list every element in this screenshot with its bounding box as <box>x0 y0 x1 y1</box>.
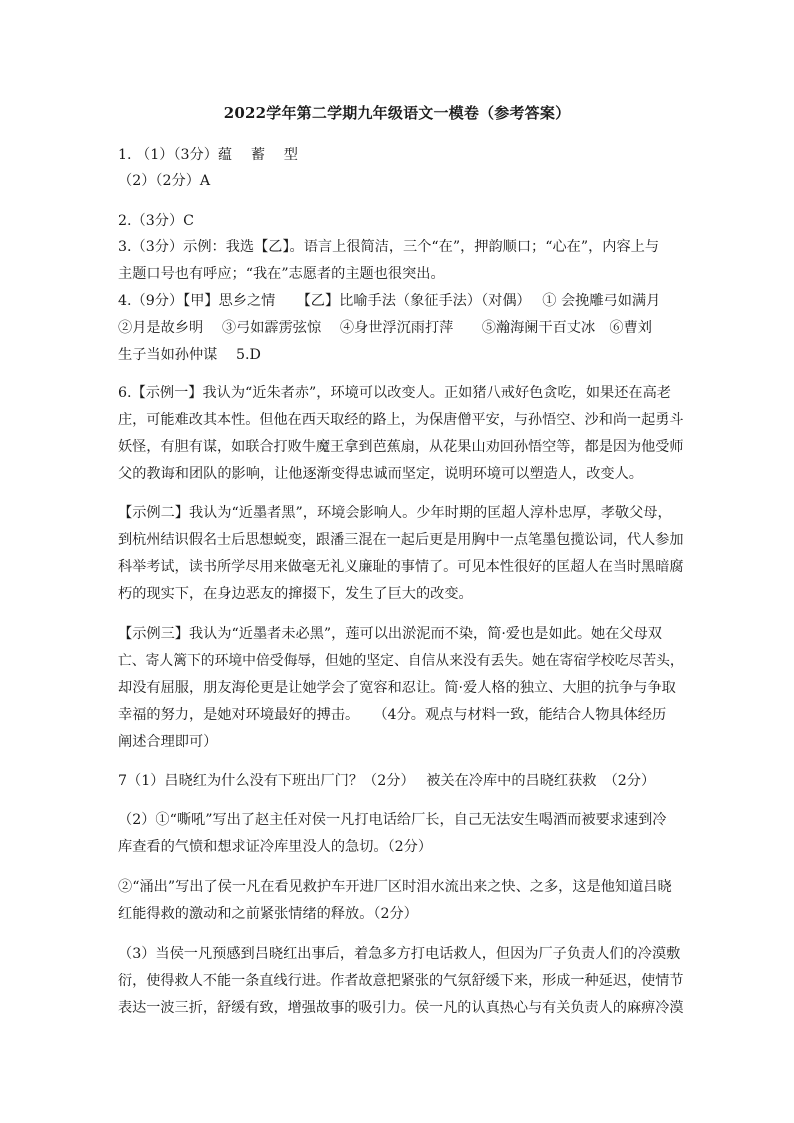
q6-example3-line: 幸福的努力，是她对环境最好的搏击。 （4分。观点与材料一致，能结合人物具体经历 <box>118 707 667 723</box>
q6-example2-line: 科举考试，读书所学尽用来做毫无礼义廉耻的事情了。可见本性很好的匡超人在当时黑暗腐 <box>118 559 684 575</box>
q7-part3-line: 衍，使得救人不能一条直线行进。作者故意把紧张的气氛舒缓下来，形成一种延迟，使情节 <box>118 973 684 989</box>
q6-example1-line: 妖怪，有胆有谋，如联合打败牛魔王拿到芭蕉扇，从花果山劝回孙悟空等，都是因为他受师 <box>118 439 684 455</box>
q6-example2-line: 到杭州结识假名士后思想蜕变，跟潘三混在一起后更是用胸中一点笔墨包揽讼词，代人参加 <box>118 532 684 548</box>
q6-example2-line: 【示例二】我认为“近墨者黑”，环境会影响人。少年时期的匡超人淳朴忠厚，孝敬父母， <box>118 505 672 521</box>
document-title: 2022学年第二学期九年级语文一模卷（参考答案） <box>223 104 571 122</box>
q1-part2: （2）（2分）A <box>118 173 211 189</box>
q6-example3-line: 阐述合理即可） <box>118 734 218 750</box>
q3-line-2: 主题口号也有呼应；“我在”志愿者的主题也很突出。 <box>118 266 445 282</box>
q7-part3-line: 表达一波三折，舒缓有致，增强故事的吸引力。侯一凡的认真热心与有关负责人的麻痹冷漠 <box>118 1000 684 1016</box>
q6-example3-line: 亡、寄人篱下的环境中倍受侮辱，但她的坚定、自信从来没有丢失。她在寄宿学校吃尽苦头， <box>118 653 684 669</box>
q6-example1-line: 父的教诲和团队的影响，让他逐渐变得忠诚而坚定，说明环境可以塑造人，改变人。 <box>118 466 643 482</box>
q3-line-1: 3.（3分）示例：我选【乙】。语言上很简洁，三个“在”，押韵顺口；“心在”，内容上与 <box>118 239 660 255</box>
q4-line-1: 4.（9分）【甲】思乡之情 【乙】比喻手法（象征手法）（对偶） ① 会挽雕弓如满月 <box>118 293 661 309</box>
q7-part2-line: （2）①“嘶吼”写出了赵主任对侯一凡打电话给厂长，自己无法安生喝酒而被要求速到冷 <box>118 812 667 828</box>
q7-part3-line: （3）当侯一凡预感到吕晓红出事后，着急多方打电话救人，但因为厂子负责人们的冷漠敷 <box>118 946 681 962</box>
q6-example2-line: 朽的现实下，在身边恶友的撺掇下，发生了巨大的改变。 <box>118 586 473 602</box>
q7-part2b-line: ②“涌出”写出了侯一凡在看见救护车开进厂区时泪水流出来之快、之多，这是他知道吕晓 <box>118 879 672 895</box>
q4-line-2: ②月是故乡明 ③弓如霹雳弦惊 ④身世浮沉雨打萍 ⑤瀚海阑干百丈冰 ⑥曹刘 <box>118 320 652 336</box>
q6-example1-line: 庄，可能难改其本性。但他在西天取经的路上，为保唐僧平安，与孙悟空、沙和尚一起勇斗 <box>118 412 684 428</box>
q7-part2b-line: 红能得救的激动和之前紧张情绪的释放。（2分） <box>118 906 418 922</box>
q6-example3-line: 【示例三】我认为“近墨者未必黑”，莲可以出淤泥而不染，简·爱也是如此。她在父母双 <box>118 626 662 642</box>
q7-part1: 7（1）吕晓红为什么没有下班出厂门？（2分） 被关在冷库中的吕晓红获救 （2分） <box>118 773 656 789</box>
q7-part2-line: 库查看的气愤和想求证冷库里没人的急切。（2分） <box>118 839 433 855</box>
q2-answer: 2.（3分）C <box>118 213 194 229</box>
q1-part1: 1. （1）（3分）蕴 蓄 型 <box>118 147 298 163</box>
q4-line-3: 生子当如孙仲谋 5.D <box>118 347 261 363</box>
q6-example1-line: 6.【示例一】我认为“近朱者赤”，环境可以改变人。正如猪八戒好色贪吃，如果还在高老 <box>118 385 671 401</box>
q6-example3-line: 却没有屈服，朋友海伦更是让她学会了宽容和忍让。简·爱人格的独立、大胆的抗争与争取 <box>118 680 676 696</box>
